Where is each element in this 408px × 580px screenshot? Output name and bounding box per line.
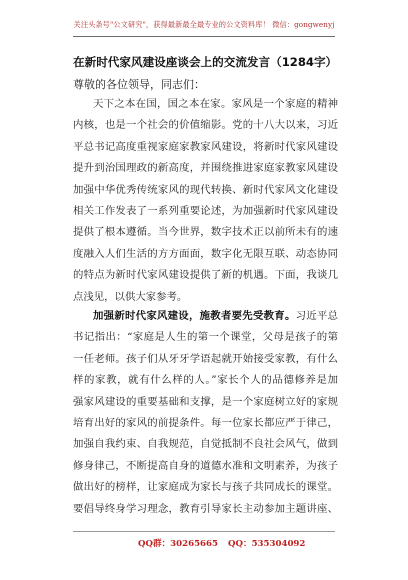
paragraph-line: 加强中华优秀传统家风的现代转换、新时代家风文化建设 bbox=[73, 183, 338, 196]
paragraph-line: 做出好的榜样，让家庭成为家长与孩子共同成长的课堂。 bbox=[73, 481, 338, 494]
paragraph-line: 相关工作发表了一系列重要论述，为加强新时代家风建设 bbox=[73, 204, 338, 217]
paragraph-lead-tail: 习近平总 bbox=[295, 310, 338, 322]
paragraph-lead-line bbox=[73, 306, 338, 327]
header-note: 关注头条号"公文研究"，获得最新最全最专业的公文资料库！ 微信：gongwenyj bbox=[73, 20, 335, 29]
paragraph-line: 提升到治国理政的新高度，并围绕推进家庭家教家风建设 bbox=[73, 162, 338, 175]
paragraph-line: 天下之本在国，国之本在家。家风是一个家庭的精神 bbox=[93, 98, 338, 110]
paragraph-line: 点浅见，以供大家参考。 bbox=[73, 290, 188, 303]
document-title: 在新时代家风建设座谈会上的交流发言（1284字） bbox=[73, 55, 338, 69]
paragraph-line: 平总书记高度重视家庭家教家风建设，将新时代家风建设 bbox=[73, 140, 338, 153]
paragraph-lead: 加强新时代家风建设，施教者要先受教育。 bbox=[93, 310, 296, 322]
paragraph-line: 的特点为新时代家风建设提供了新的机遇。下面，我谈几 bbox=[73, 269, 338, 282]
footer-qq-group: QQ群：30265665 bbox=[138, 539, 218, 549]
paragraph-line: 样的家教，就有什么样的人。”家长个人的品德修养是加 bbox=[73, 374, 338, 387]
paragraph-line: 修身律己，不断提高自身的道德水准和文明素养，为孩子 bbox=[73, 459, 338, 472]
paragraph-line: 强家风建设的重要基础和支撑，是一个家庭树立好的家规 bbox=[73, 395, 338, 408]
footer-divider bbox=[73, 531, 335, 532]
paragraph-line: 提供了根本遵循。当今世界，数字技术正以前所未有的速 bbox=[73, 226, 338, 239]
salutation: 尊敬的各位领导，同志们： bbox=[73, 78, 205, 91]
paragraph-line: 内核，也是一个社会的价值缩影。党的十八大以来，习近 bbox=[73, 119, 338, 132]
paragraph-line: 培育出好的家风的前提条件。每一位家长都应严于律己， bbox=[73, 416, 338, 429]
paragraph-1 bbox=[73, 94, 338, 308]
paragraph-line: 要倡导终身学习理念，教育引导家长主动参加主题讲座、 bbox=[73, 502, 338, 515]
footer-qq-contact: QQ：535304092 bbox=[228, 539, 306, 549]
header-divider bbox=[73, 36, 335, 37]
paragraph-line: 一任老师。孩子们从牙牙学语起就开始接受家教，有什么 bbox=[73, 352, 338, 365]
paragraph-2 bbox=[73, 306, 338, 520]
paragraph-line: 加强自我约束、自我规范，自觉抵制不良社会风气，做到 bbox=[73, 438, 338, 451]
paragraph-line: 书记指出：“家庭是人生的第一个课堂，父母是孩子的第 bbox=[73, 331, 338, 344]
paragraph-line: 度融入人们生活的方方面面，数字化无限互联、动态协同 bbox=[73, 247, 338, 260]
